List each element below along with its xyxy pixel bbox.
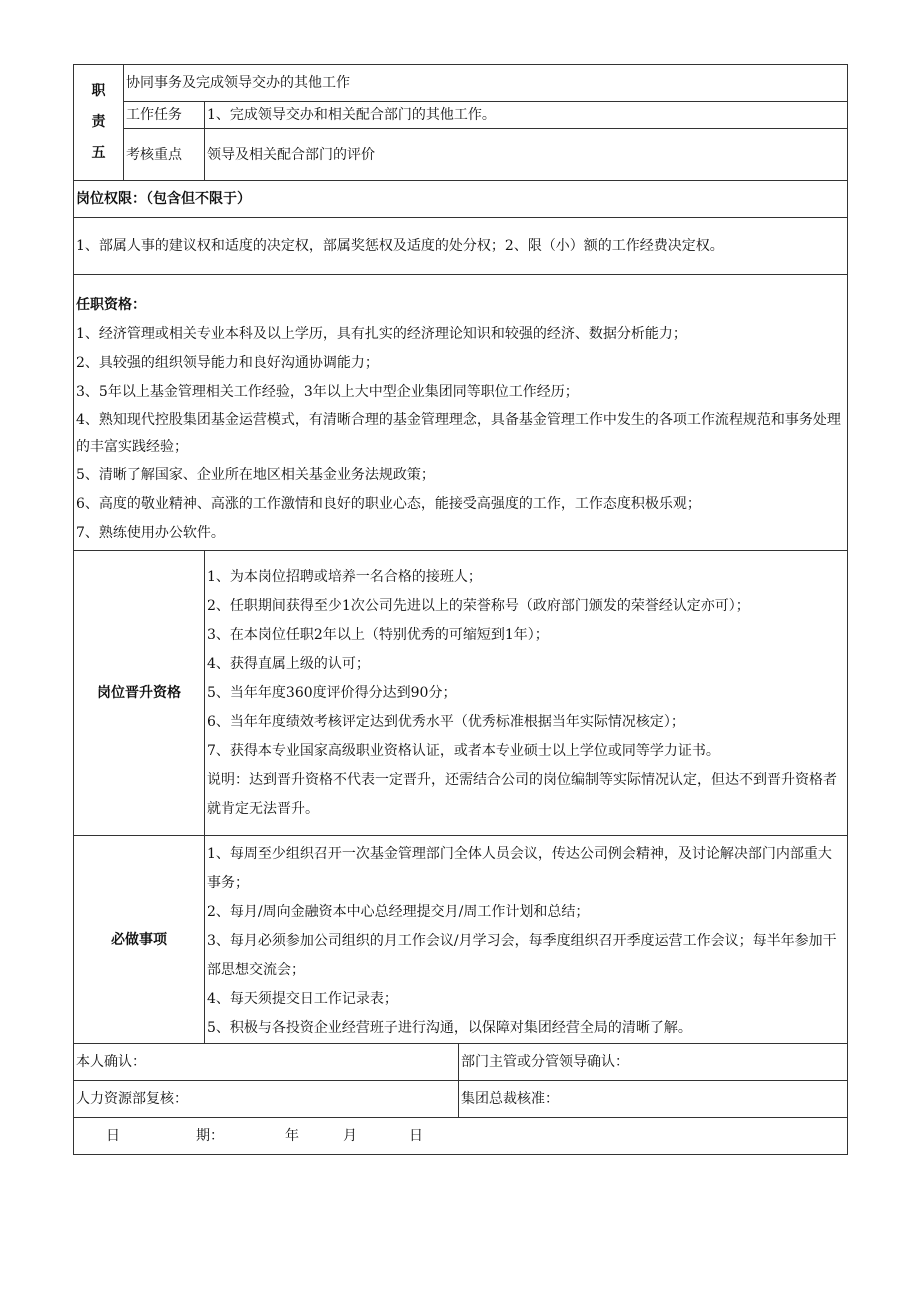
mustdo-list [205,836,848,1044]
authority-heading: 岗位权限：（包含但不限于） [74,181,848,218]
authority-content: 1、部属人事的建议权和适度的决定权，部属奖惩权及适度的处分权；2、限（小）额的工作经费决定权。 [74,218,848,275]
self-confirm-field[interactable]: 本人确认： [74,1044,459,1081]
duty5-task-value: 1、完成领导交办和相关配合部门的其他工作。 [205,102,848,129]
duty5-label-char: 职 [91,83,106,99]
date-label-period: 期： [196,1128,224,1144]
qualification-item: 3、5年以上基金管理相关工作经验，3年以上大中型企业集团同等职位工作经历； [76,384,579,400]
date-label-day-char: 日 [106,1128,120,1144]
promotion-item: 4、获得直属上级的认可； [207,655,370,672]
date-day: 日 [409,1128,423,1144]
qualification-item: 2、具较强的组织领导能力和良好沟通协调能力； [76,355,379,371]
qualification-item: 1、经济管理或相关专业本科及以上学历，具有扎实的经济理论知识和较强的经济、数据分析能力； [76,326,687,342]
duty5-label-char: 五 [91,145,106,161]
qualification-item: 5、清晰了解国家、企业所在地区相关基金业务法规政策； [76,467,435,483]
duty5-task-label: 工作任务 [124,102,205,129]
promotion-item: 7、获得本专业国家高级职业资格认证，或者本专业硕士以上学位或同等学力证书。 [207,742,720,759]
promotion-item: 1、为本岗位招聘或培养一名合格的接班人； [207,568,482,585]
date-year: 年 [285,1128,299,1144]
promotion-item: 5、当年年度360度评价得分达到90分； [207,684,457,701]
qualification-heading: 任职资格： [76,297,146,313]
president-approve-field[interactable]: 集团总裁核准： [459,1081,848,1118]
date-row[interactable] [74,1118,848,1155]
promotion-note: 说明：达到晋升资格不代表一定晋升，还需结合公司的岗位编制等实际情况认定，但达不到晋升资格者就肯定无法晋升。 [207,771,837,817]
duty5-label-char: 责 [91,114,106,130]
mustdo-item: 2、每月/周向金融资本中心总经理提交月/周工作计划和总结； [207,904,590,920]
mustdo-item: 1、每周至少组织召开一次基金管理部门全体人员会议，传达公司例会精神，及讨论解决部门内部重大事务； [207,846,832,891]
promotion-label: 岗位晋升资格 [74,551,205,836]
mustdo-item: 4、每天须提交日工作记录表； [207,991,398,1007]
duty5-assess-value: 领导及相关配合部门的评价 [205,129,848,181]
promotion-item: 3、在本岗位任职2年以上（特别优秀的可缩短到1年）； [207,626,549,643]
promotion-item: 6、当年年度绩效考核评定达到优秀水平（优秀标准根据当年实际情况核定）； [207,713,685,730]
supervisor-confirm-field[interactable]: 部门主管或分管领导确认： [459,1044,848,1081]
hr-review-field[interactable]: 人力资源部复核： [74,1081,459,1118]
qualification-item: 6、高度的敬业精神、高涨的工作激情和良好的职业心态，能接受高强度的工作，工作态度积极乐观； [76,496,701,512]
mustdo-item: 3、每月必须参加公司组织的月工作会议/月学习会，每季度组织召开季度运营工作会议；每半年参加干部思想交流会； [207,933,837,978]
qualification-item: 7、熟练使用办公软件。 [76,525,225,541]
duty5-label [74,65,124,181]
promotion-list [205,551,848,836]
mustdo-label: 必做事项 [74,836,205,1044]
qualification-cell [74,275,848,551]
date-month: 月 [343,1128,357,1144]
qualification-item: 4、熟知现代控股集团基金运营模式，有清晰合理的基金管理理念，具备基金管理工作中发生的各项工作流程规范和事务处理的丰富实践经验； [76,412,841,455]
job-description-sheet [73,64,847,1155]
promotion-item: 2、任职期间获得至少1次公司先进以上的荣誉称号（政府部门颁发的荣誉经认定亦可）； [207,597,750,614]
mustdo-item: 5、积极与各投资企业经营班子进行沟通，以保障对集团经营全局的清晰了解。 [207,1020,692,1036]
duty5-summary: 协同事务及完成领导交办的其他工作 [124,65,848,102]
duty5-assess-label: 考核重点 [124,129,205,181]
job-description-table [73,64,848,1155]
